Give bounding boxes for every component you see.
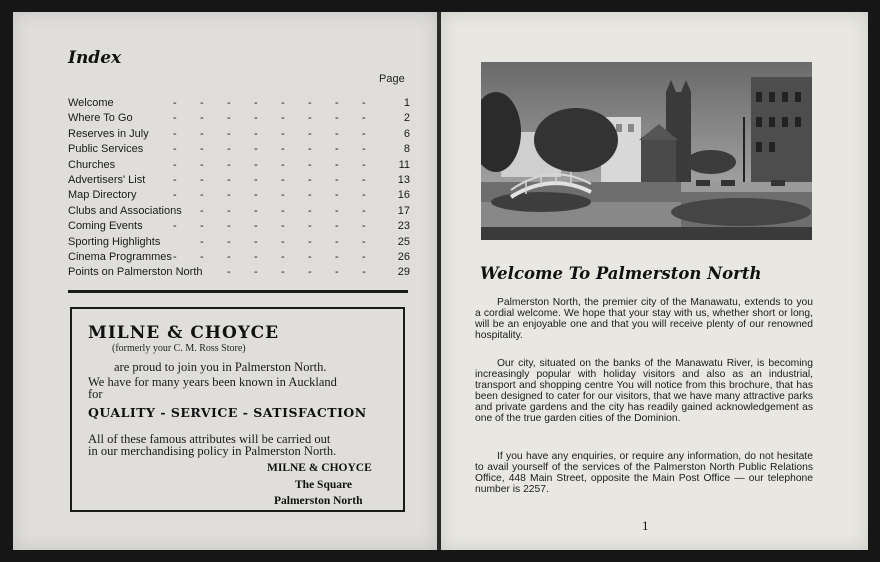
index-entry-label: Cinema Programmes <box>68 250 172 263</box>
index-entry-page: 8 <box>403 143 410 156</box>
right-page <box>441 12 868 550</box>
index-entry-label: Reserves in July <box>68 127 149 140</box>
index-entry: Points on Palmerston North - - - - - - 29 <box>68 266 410 279</box>
index-entry: Map Directory - - - - - - - - 16 <box>68 189 410 202</box>
index-entry-label: Public Services <box>68 143 144 156</box>
index-entry-page: 2 <box>403 112 410 125</box>
index-entry: Welcome - - - - - - - - 1 <box>68 97 410 109</box>
page-column-header: Page <box>379 73 405 85</box>
index-list <box>68 97 410 282</box>
index-entry-label: Points on Palmerston North <box>68 266 203 279</box>
index-entry: Churches - - - - - - - - 11 <box>68 158 410 171</box>
advert-line: We have for many years been known in Auckland <box>88 375 337 389</box>
advert-line: All of these famous attributes will be carried out <box>88 432 331 446</box>
welcome-paragraph-1: Palmerston North, the premier city of the Manawatu, extends to you a cordial welcome. We hope that your stay with us, whether short or long, will be an enjoyable one and that you will receive plenty of our renowned hospitality. <box>475 297 813 341</box>
index-entry-label: Coming Events <box>68 220 143 233</box>
left-page <box>13 12 437 550</box>
advert-signature-name: MILNE & CHOYCE <box>267 462 372 474</box>
advert-slogan: QUALITY - SERVICE - SATISFACTION <box>88 405 367 420</box>
index-entry: Advertisers' List - - - - - - - - 13 <box>68 173 410 186</box>
welcome-title: Welcome To Palmerston North <box>480 264 762 283</box>
advert-signature-city: Palmerston North <box>274 495 363 507</box>
index-entry: Cinema Programmes - - - - - - - - 26 <box>68 250 410 263</box>
welcome-paragraph-2: Our city, situated on the banks of the Manawatu River, is becoming increasingly popular with holiday visitors and also as an industrial, transport and shopping centre You will notice from this brochure, that has been designed to cater for our visitors, that we have many attractive parks and private gardens and the city has readily gained acknowledgement as one of the true garden cities of the Dominion. <box>475 358 813 424</box>
index-entry-label: Sporting Highlights <box>68 235 161 248</box>
advert-store-name: MILNE & CHOYCE <box>88 323 280 343</box>
index-entry-label: Churches <box>68 158 116 171</box>
index-entry: Reserves in July - - - - - - - - 6 <box>68 127 410 140</box>
index-entry-page: 1 <box>403 97 410 109</box>
advert-signature-street: The Square <box>295 479 352 491</box>
city-photo <box>481 62 812 240</box>
advertisement-box <box>70 307 405 512</box>
index-entry-label: Welcome <box>68 97 114 109</box>
index-title: Index <box>68 48 122 68</box>
index-entry-page: 16 <box>397 189 410 202</box>
index-entry-label: Clubs and Associations <box>68 204 182 217</box>
advert-line: for <box>88 387 103 401</box>
index-entry: Sporting Highlights - - - - - - - 25 <box>68 235 410 248</box>
city-photo-image <box>481 62 812 240</box>
welcome-paragraph-3: If you have any enquiries, or require any information, do not hesitate to avail yourself of the services of the Palmerston North Public Relations Office, 448 Main Street, opposite the Main Post Office — our telephone number is 2257. <box>475 451 813 495</box>
advert-line: in our merchandising policy in Palmerston North. <box>88 444 337 458</box>
index-entry: Where To Go - - - - - - - - 2 <box>68 112 410 125</box>
index-entry: Coming Events - - - - - - - - 23 <box>68 220 410 233</box>
index-entry-page: 6 <box>403 127 410 140</box>
divider-rule <box>68 290 408 293</box>
index-entry: Clubs and Associations - - - - - - - 17 <box>68 204 410 217</box>
index-entry-page: 25 <box>397 235 410 248</box>
index-entry-label: Where To Go <box>68 112 133 125</box>
index-entry-label: Advertisers' List <box>68 173 146 186</box>
index-entry-label: Map Directory <box>68 189 137 202</box>
index-entry-page: 23 <box>397 220 410 233</box>
page-number: 1 <box>642 518 649 533</box>
index-entry-page: 17 <box>397 204 410 217</box>
index-entry-page: 29 <box>397 266 410 279</box>
advert-line: are proud to join you in Palmerston North. <box>114 360 327 374</box>
index-entry: Public Services - - - - - - - - 8 <box>68 143 410 156</box>
index-entry-page: 13 <box>397 173 410 186</box>
index-entry-page: 11 <box>398 158 410 171</box>
index-entry-page: 26 <box>397 250 410 263</box>
advert-formerly: (formerly your C. M. Ross Store) <box>112 343 246 354</box>
